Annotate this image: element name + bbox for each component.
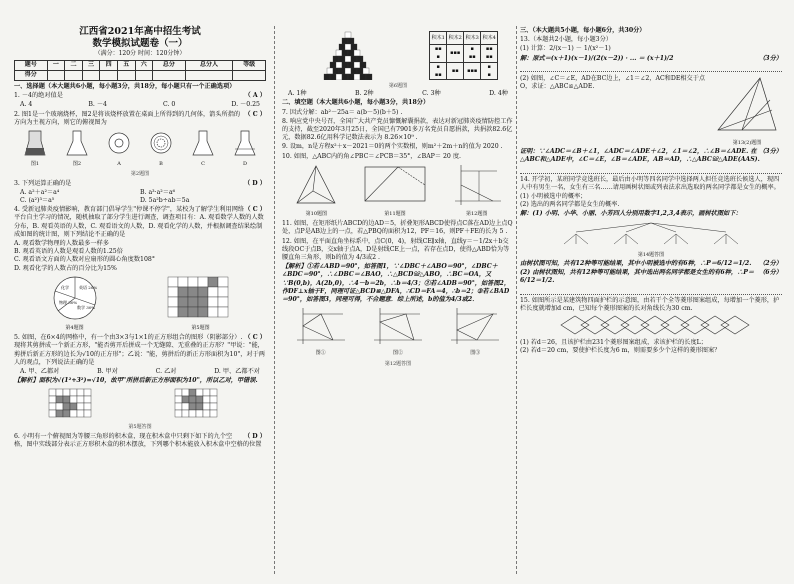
score-header-cell: 一 [47,61,65,71]
middle-column [282,26,514,368]
left-column [14,26,266,450]
grid-cell [203,389,210,396]
rhombus [581,316,609,334]
box-cell [333,56,339,62]
score-table [14,60,266,81]
grid-cell [63,403,70,410]
box-cell [348,74,354,80]
score-cell [185,71,233,81]
question-6: （ D ） 6. 小明有一个俯视图为等腰三角形的积木盒，现在积木盒中只剩下如下的九个空格，图中实线部分表示正方形积木盒的积木摆放，下列哪个积木能放入积木盒中空格的位置 [14,432,266,448]
box-cell [360,62,366,68]
grid-cell [84,410,91,417]
pie-chart-figure: 英语 20% 数学 30% 物理 30% 化学 第4题图 [45,275,105,332]
answer: （ C ） [244,206,266,214]
rhombus [661,316,689,334]
grid-cell [56,403,63,410]
grid-cell [182,410,189,417]
score-cell [47,71,65,81]
grid-cell [196,403,203,410]
answer: （ D ） [243,432,266,440]
question-1: （ A ） 1. －4的绝对值是 [14,92,266,100]
box-cell [348,50,354,56]
grid-cell [63,410,70,417]
pie-label: 数学 30% [76,304,95,310]
box-cell [363,68,369,74]
q4-q5-figures [14,275,266,332]
box-cell [324,74,330,80]
answer: （ C ） [244,110,266,118]
grid-cell [196,396,203,403]
rhombus [721,316,749,334]
solution-text: 解：(1) 小明、小华、小丽、小芳四人分别用数字1,2,3,4表示，画树状图如下： [520,210,742,218]
grid-cell [198,277,208,287]
question-13-1: (1) 计算：2/(x－1) － 1/(x²－1) [520,45,611,53]
score-cell [135,71,153,81]
box-cell [354,50,360,56]
answer: （ A ） [244,92,266,100]
score-header-cell: 等级 [233,61,266,71]
grid-cell [56,396,63,403]
score-header-cell: 总分人 [185,61,233,71]
rhombus [641,316,669,334]
box-cell [351,56,357,62]
question-15: 15. 如图所示是某建筑物四面护栏的示意图，由若干个全等菱形图案组成，每增加一个菱形，护栏长度就增加d cm，已知每个菱形图案的长对角线长为30 cm. [520,296,780,312]
grid-cell [182,403,189,410]
grid-cell [178,307,188,317]
solution-text: （3分） 解：原式＝(x＋1)(x－1)/(2(x－2)) · ... ＝ (x＋1)/2 [520,54,782,62]
tree-branch [726,234,738,244]
question-11: 11. 如图，在矩形纸片ABCD的边AD＝5，折叠矩形ABCD使得点C落在AD边上点Q处，点P是AB边上的一点，若△PBQ的面积为12，PF＝16，则PF＋FE的长为 5 . [282,220,513,236]
answer: （ D ） [243,179,266,187]
score-cell: 得分 [15,71,48,81]
grid-cell [189,410,196,417]
score-cell [153,71,186,81]
solution-text: （2分） 由树状图可知，共有12种等可能结果，其中小明被选中的有6种，∴P＝6/12＝1/2. [520,260,782,268]
box-cell [339,56,345,62]
score-header-cell: 二 [65,61,83,71]
question-10: 10. 如图，△ABC内的角∠PBC＝∠PCB＝35°，∠BAP＝ 20 度. [282,152,461,160]
score-cell [82,71,100,81]
box-cell [339,68,345,74]
box-cell [351,68,357,74]
score-header-cell: 三 [82,61,100,71]
grid-cell [175,396,182,403]
grid-cell [56,410,63,417]
box-cell [342,50,348,56]
solution-text: （3分） 证明：∵∠ADC＝∠B＋∠1，∠ADC＝∠ADE＋∠2，∠1＝∠2，∴∠B＝∠ADE. 在△ABC和△ADE中，∠C＝∠E，∠B＝∠ADE，AB＝AD，∴△ABC≌△ADE(AAS). [520,148,782,164]
pie-label: 化学 [60,284,69,290]
box-cell [336,62,342,68]
grid-cell [49,403,56,410]
divider [520,288,782,295]
box-cell [366,74,372,80]
score-header-cell: 题号 [15,61,48,71]
pie-label: 英语 20% [78,284,97,290]
question-3: （ D ） 3. 下列运算正确的是 [14,179,266,187]
tree-branch [714,234,726,244]
grid-cell [196,410,203,417]
grid-cell [84,403,91,410]
grid-cell [175,389,182,396]
tree-branch [626,234,638,244]
tree-branch [651,223,726,232]
grid-cell [218,287,228,297]
column-divider [274,26,275,574]
grid-cell [188,297,198,307]
box-cell [357,56,363,62]
grid-cell [208,307,218,317]
question-12: 12. 如图，在平面直角坐标系中，点C(0，4)，射线CE∥x轴，直线y＝－1/2x＋b交线段OC于点B，交x轴于点A，D是射线CE上一点，若存在点D，使得△ABD恰为等腰直角三角形，则b的值为 4/3或2 . [282,237,510,262]
grid-cell [77,389,84,396]
grid-cell [168,297,178,307]
grid-cell [188,307,198,317]
grid-cell [178,297,188,307]
box-cell [336,50,342,56]
section-heading: 一、选择题（本大题共6小题，每小题3分，共18分，每小题只有一个正确选项） [14,83,236,90]
grid-cell [210,389,217,396]
grid-cell [203,396,210,403]
q12-answer-figures: 图① 图② 图③ [282,306,514,357]
beaker-figures [14,129,266,168]
grid-cell [189,403,196,410]
section-heading: 二、填空题（本大题共6小题，每小题3分，共18分） [282,99,430,107]
box-cell [342,74,348,80]
options: A. 甲、乙都对 B. 甲对 C. 乙对 D. 甲、乙都不对 [20,368,260,376]
grid-cell [168,307,178,317]
beaker-figure: 图1 [23,129,47,168]
exam-title: 江西省2021年高中招生考试 [79,26,201,37]
q6-figures [282,28,514,80]
score-cell [65,71,83,81]
solution-text: 【解析】①若∠ABD＝90°，如答图1，∵∠DBC＋∠ABO＝90°，∠DBC＋∠BDC＝90°，∴∠DBC＝∠BAO，∴△BCD≌△ABO，∴BC＝OA，又∵B(0,b)，A(2b,0)，∴4－b＝2b，∴b＝4/3；②若∠ADB＝90°，如答图2，作DF⊥x轴于F，同理可证△BCD≌△DFA，∴CD＝FA＝4，∴b＝2；③若∠BAD＝90°，如答图3，同理可得，不合题意．综上所述，b的值为4/3或2． [282,263,511,304]
tree-diagram: 第14题答图 [520,220,782,259]
grid-cell [63,396,70,403]
grid-cell [178,287,188,297]
options: A. a²＋a²＝a⁴ B. a³·a²＝a⁶ C. (a²)³＝a⁵ D. 5a²b÷ab＝5a [20,188,190,205]
score-cell [117,71,135,81]
figure-caption: 第6题图 [388,83,408,89]
grid-cell [203,403,210,410]
box-cell [330,62,336,68]
option-a-figure: A [107,129,131,168]
option: D. －0.25 [231,101,260,109]
grid-cell [168,287,178,297]
grid-cell [188,277,198,287]
question-2: （ C ） 2. 图1是一个玻璃烧杯，图2是将该烧杯放置在桌面上所得到的几何体，箭头所指的方向为主视方向，则它的俯视图为 [14,110,266,126]
tree-branch [576,234,588,244]
box-cell [354,74,360,80]
right-column: 三、（本大题共5小题，每小题6分，共30分） 13.（本题共2小题，每小题3分） (1) 计算：2/(x－1) － 1/(x²－1) （3分） 解：原式＝(x＋1)(x－1)/(2(x－2)) · ... ＝ (x＋1)/2 (2) 如图，∠C＝∠E，AD在BC边上，∠1＝∠2，AC和DE相交于点O，求证：△ABC≌△ADE. 第13(2)题图 （3分） 证明：∵∠ADC＝∠B＋∠1，∠ADC＝∠ADE＋∠2，∠1＝∠2，∴∠B＝∠ADE. 在△ABC和△ADE中，∠C＝∠E，∠B＝∠ADE，AB＝AD，∴△ABC≌△ADE(AAS). 14. 开学初，某班同学竞选班长，最后由小明等四名同学中选择两人担任竞选班长候选人，现四人中有男生一名，女生有三名……请用画树状图或列表法求出选取的两名同学都是女生的概率。 (1) 小明被选中的概率； (2) 选出的两名同学都是女生的概率. 解：(1) 小明、小华、小丽、小芳四人分别用数字1,2,3,4表示，画树状图如下： 第14题答图 （2分） 由树状图可知，共有12种等可能结果，其中小明被选中的有6种，∴P＝6/12＝1/2. （6分） (2) 由树状图知，共有12种等可能结果，其中选出两名同学都是女生的有6种，∴P＝6/12＝1/2. 15. 如图所示是某建筑物四面护栏的示意图，由若干个全等菱形图案组成，每增加一个菱形，护栏长度就增加d cm，已知每个菱形图案的长对角线长为30 cm. (1) 若d＝26，且该护栏由231个菱形图案组成，求该护栏的长度L； (2) 若d＝20 cm，要使护栏长度为6 m，则需要多少个这样的菱形图案？ [520,27,782,355]
box-cell [360,74,366,80]
solution-text: 【解析】面积为√(1²+3²)=√10，故甲"所拼后新正方形面积为10"，所以乙对，甲错误. [14,377,258,385]
grid-cell [196,389,203,396]
grid-cell [175,403,182,410]
grid-cell [189,389,196,396]
grid-cell [175,410,182,417]
q4-options: A. 观看数学物理的人数最多一样多 B. 观看英语的人数是观看人数的1.25倍 C. 观看语文方面的人数对应扇形的圆心角度数108° D. 观看化学的人数占的百分比为15% [14,240,155,272]
tree-branch [576,223,651,232]
grid-cell [189,396,196,403]
score-cell [100,71,118,81]
box-cell [336,74,342,80]
box-cell [345,32,351,38]
figure-caption: 第5题答图 [128,424,152,431]
question-13-2: (2) 如图，∠C＝∠E，AD在BC边上，∠1＝∠2，AC和DE相交于点O，求证：△ABC≌△ADE. [520,74,706,91]
grid-cell [208,287,218,297]
grid-cell [56,389,63,396]
grid-cell [70,410,77,417]
option: C. 0 [162,101,176,109]
score-cell [233,71,266,81]
grid-cell [218,277,228,287]
solution-text: （6分） (2) 由树状图知，共有12种等可能结果，其中选出两名同学都是女生的有6种，∴P＝6/12＝1/2. [520,269,782,285]
option-c-figure: C [191,129,215,168]
grid-cell [210,410,217,417]
grid-cell [198,287,208,297]
figure-caption: 第12题答图 [384,360,412,367]
question-7: 7. 因式分解：ab²－25a＝ a(b－5)(b＋5) . [282,108,403,116]
grid-cell [218,297,228,307]
box-cell [339,44,345,50]
q5-answer-figures [14,387,266,421]
question-9: 9. 设m，n是方程x²＋x－2021＝0的两个实数根，则m²＋2m＋n的值为 2020 . [282,143,503,151]
option-b-figure: B [149,129,173,168]
grid-cell [218,307,228,317]
box-cell [330,74,336,80]
rhombus [701,316,729,334]
grid-cell [210,403,217,410]
grid-figure: 第5题图 [166,275,236,332]
score-header-cell: 总分 [153,61,186,71]
grid-cell [63,389,70,396]
grid-cell [182,396,189,403]
tree-branch [564,234,576,244]
box-cell [351,44,357,50]
options [14,101,266,109]
score-header-cell: 六 [135,61,153,71]
section-heading: 三、（本大题共5小题，每小题6分，共30分） [520,27,646,34]
question-8: 8. 响应党中央号召，全国广大共产党员慷慨解囊捐款，表达对新冠肺炎疫情防控工作的支持，截至2020年3月25日，全国已有7901多万名党员自愿捐款，共捐款82.6亿元，数据82.6亿用科学记数法表示为 8.26×10⁹ . [282,117,513,142]
box-cell [327,68,333,74]
grid-cell [168,277,178,287]
question-13: 13.（本题共2小题，每小题3分） [520,36,612,44]
tree-branch [614,234,626,244]
grid-cell [70,396,77,403]
grid-cell [198,297,208,307]
figure-caption: 第2题图 [130,171,150,178]
options: A. 1种 B. 2种 C. 3种 D. 4种 [288,90,508,98]
box-cell [345,68,351,74]
box-cell [345,56,351,62]
grid-cell [203,410,210,417]
question-4: （ C ） 4. 受新冠肺炎疫情影响，教育部门倡导学生"停课不停学"，某校为了解学生利用网络平台自主学习的情况，随机抽取了部分学生进行调查，调查项目有：A. 观看数学人数的人数分布，B. 观看英语的人数，C. 观看语文的人数，D. 观看化学的人数，并根据调查结果绘制成如图的统计图，则下列结论不正确的是 [14,206,266,238]
block-pieces-table: 积木1 积木2 积木3 积木4 ▪▪ ▪ ▪▪▪ ▪ ▪▪ ▪▪ ▪▪ ▪ ▪▪ ▪▪ ▪▪▪ ▪ ▪ [429,31,498,80]
grid-cell [208,277,218,287]
question-14: 14. 开学初，某班同学竞选班长，最后由小明等四名同学中选择两人担任竞选班长候选人，现四人中有男生一名，女生有三名……请用画树状图或列表法求出选取的两名同学都是女生的概率。 [520,175,780,191]
grid-cell [182,389,189,396]
grid-cell [77,410,84,417]
rhombus [601,316,629,334]
tree-branch [664,234,676,244]
pie-label: 物理 30% [58,299,77,305]
grid-cell [49,396,56,403]
grid-cell [178,277,188,287]
question-5: （ C ） 5. 如图，在6×4的网格中，有一个由3×3与1×1的正方形组合的图形（阴影部分）.现将其剪拼成一个新正方形，"能否剪开后拼成一个无缝隙、无重叠的正方形？"甲说："能，剪拼后新正方形的边长为√10的正方形"；乙说："能，剪拼后的新正方形面积为10"，对于两人的观点，下列说法正确的是 [14,334,266,366]
triangle-box-figure [298,28,398,80]
grid-cell [208,297,218,307]
option: B. －4 [88,101,107,109]
grid-cell [84,396,91,403]
option-d-figure: D [233,129,257,168]
rhombus [681,316,709,334]
beaker-figure: 图2 [65,129,89,168]
rhombus-fence-figure [520,314,782,339]
answer: （ C ） [244,334,266,342]
box-cell [345,44,351,50]
box-cell [342,62,348,68]
divider [520,167,782,174]
box-cell [357,68,363,74]
rhombus [621,316,649,334]
divider [520,65,782,72]
box-cell [348,62,354,68]
grid-cell [210,396,217,403]
q10-q12-figures: 第10题图 第11题图 第12题图 [282,163,514,218]
grid-cell [49,410,56,417]
option: A. 4 [20,101,33,109]
tree-branch [676,234,688,244]
triangle-figure: 第13(2)题图 [712,74,782,147]
box-cell [348,38,354,44]
exam-meta: （满分：120分 时间：120分钟） [94,50,186,57]
grid-cell [70,403,77,410]
exam-subtitle: 数学模拟试题卷（一） [92,38,188,49]
score-header-cell: 五 [117,61,135,71]
grid-cell [70,389,77,396]
rhombus [561,316,589,334]
grid-cell [84,389,91,396]
box-cell [342,38,348,44]
grid-cell [49,389,56,396]
grid-cell [188,287,198,297]
column-divider [516,26,517,574]
box-cell [333,68,339,74]
grid-cell [77,403,84,410]
score-header-cell: 四 [100,61,118,71]
grid-cell [77,396,84,403]
q13-2-block [520,74,782,147]
grid-cell [198,307,208,317]
box-cell [354,62,360,68]
